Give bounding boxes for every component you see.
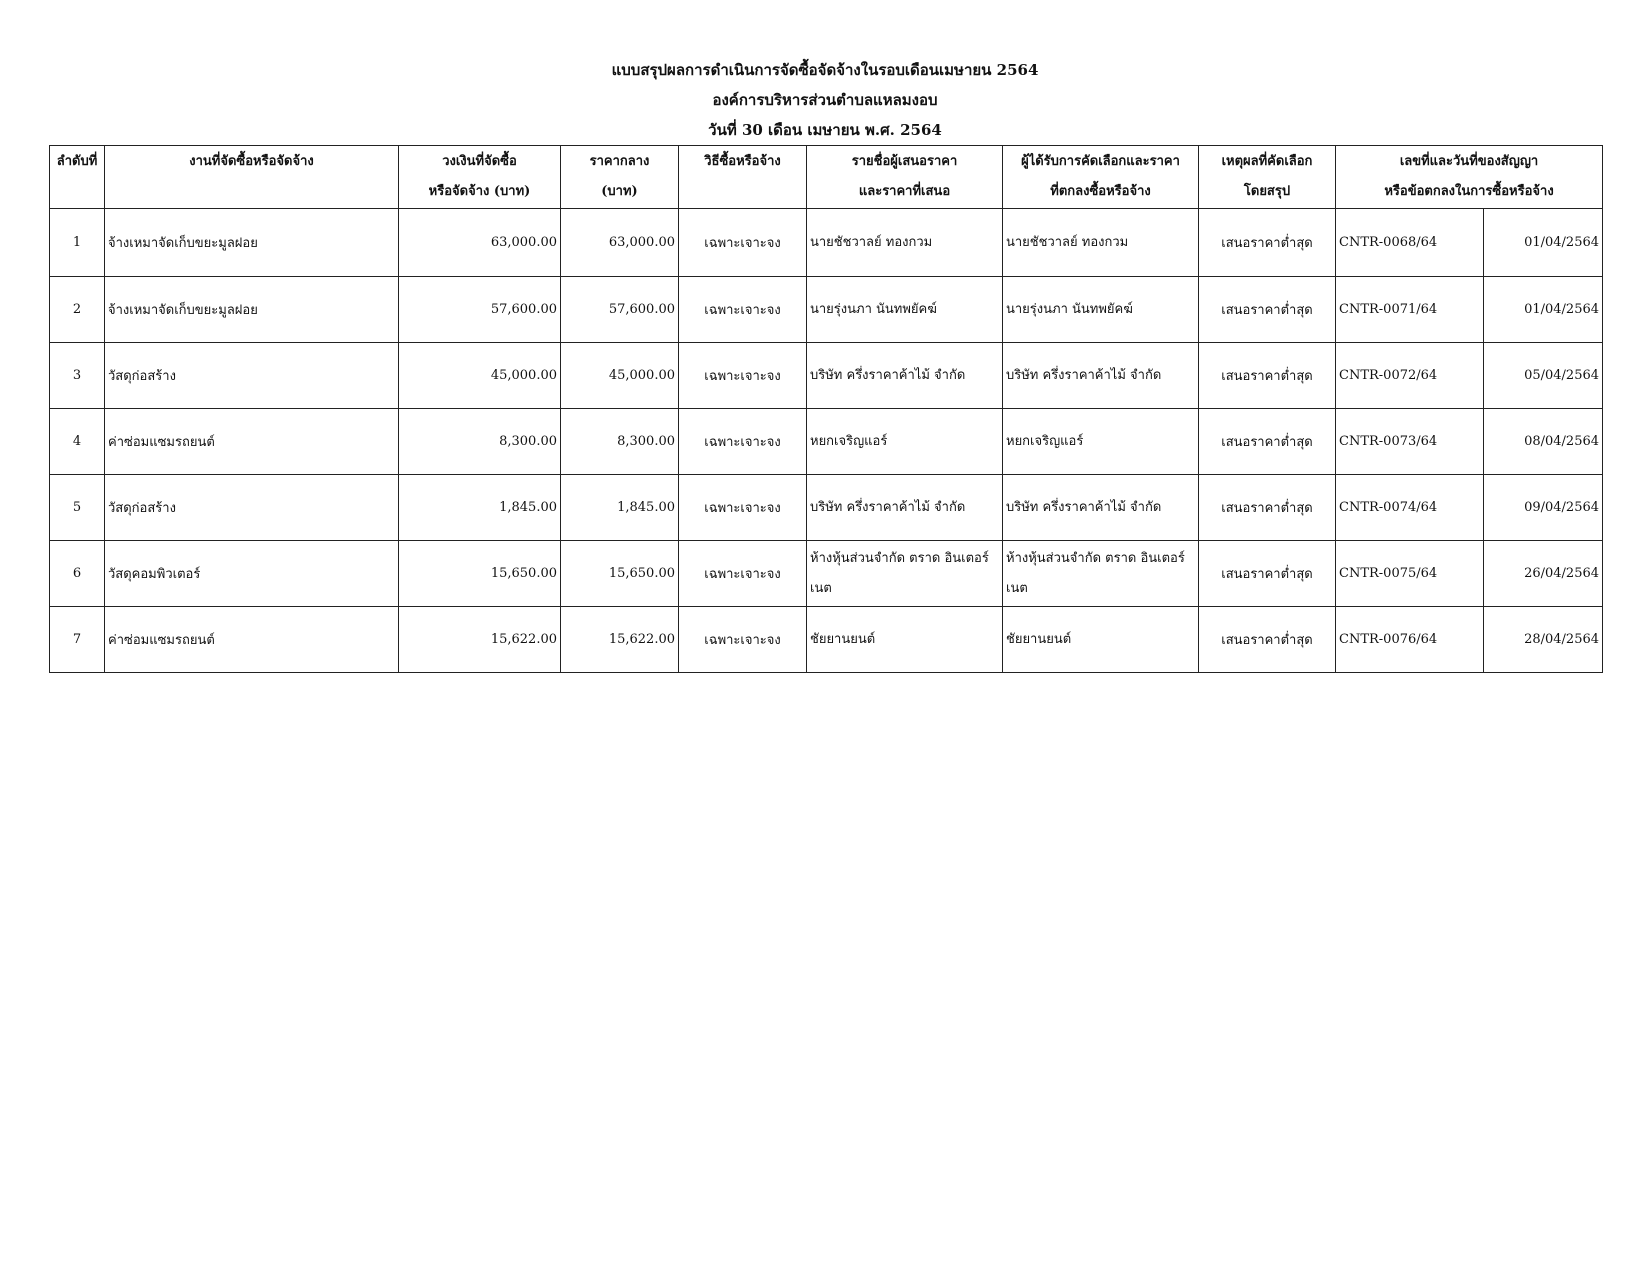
cell-bidder: บริษัท ครึ่งราคาค้าไม้ จำกัด	[807, 343, 1003, 409]
cell-bidder: บริษัท ครึ่งราคาค้าไม้ จำกัด	[807, 475, 1003, 541]
cell-reason: เสนอราคาต่ำสุด	[1199, 209, 1336, 277]
table-row	[50, 209, 1603, 277]
cell-selected: บริษัท ครึ่งราคาค้าไม้ จำกัด	[1003, 343, 1199, 409]
cell-contract-date: 05/04/2564	[1484, 343, 1603, 409]
header-work: งานที่จัดซื้อหรือจัดจ้าง	[105, 146, 399, 209]
cell-method: เฉพาะเจาะจง	[679, 343, 807, 409]
cell-contract-no: CNTR-0072/64	[1336, 343, 1484, 409]
cell-median-price: 45,000.00	[561, 343, 679, 409]
cell-no: 7	[50, 607, 105, 673]
cell-reason: เสนอราคาต่ำสุด	[1199, 343, 1336, 409]
table-row	[50, 541, 1603, 607]
cell-budget: 45,000.00	[399, 343, 561, 409]
cell-work: วัสดุก่อสร้าง	[105, 343, 399, 409]
cell-median-price: 8,300.00	[561, 409, 679, 475]
cell-bidder: นายรุ่งนภา นันทพยัคฆ์	[807, 277, 1003, 343]
cell-bidder: ห้างหุ้นส่วนจำกัด ตราด อินเตอร์เนต	[807, 541, 1003, 607]
header-median-price: ราคากลาง (บาท)	[561, 146, 679, 209]
cell-reason: เสนอราคาต่ำสุด	[1199, 541, 1336, 607]
cell-selected: ชัยยานยนต์	[1003, 607, 1199, 673]
cell-selected: ห้างหุ้นส่วนจำกัด ตราด อินเตอร์เนต	[1003, 541, 1199, 607]
table-row	[50, 409, 1603, 475]
cell-work: จ้างเหมาจัดเก็บขยะมูลฝอย	[105, 209, 399, 277]
cell-no: 6	[50, 541, 105, 607]
header-method: วิธีซื้อหรือจ้าง	[679, 146, 807, 209]
cell-contract-date: 01/04/2564	[1484, 277, 1603, 343]
cell-method: เฉพาะเจาะจง	[679, 277, 807, 343]
cell-contract-date: 08/04/2564	[1484, 409, 1603, 475]
cell-no: 3	[50, 343, 105, 409]
organization-name: องค์การบริหารส่วนตำบลแหลมงอบ	[712, 91, 938, 109]
cell-budget: 57,600.00	[399, 277, 561, 343]
document-header	[0, 55, 1650, 145]
table-row	[50, 607, 1603, 673]
cell-budget: 1,845.00	[399, 475, 561, 541]
cell-contract-no: CNTR-0074/64	[1336, 475, 1484, 541]
document-date: วันที่ 30 เดือน เมษายน พ.ศ. 2564	[708, 121, 942, 139]
table-header-row	[50, 146, 1603, 209]
header-contract: เลขที่และวันที่ของสัญญา หรือข้อตกลงในการซื้อหรือจ้าง	[1336, 146, 1603, 209]
cell-no: 4	[50, 409, 105, 475]
cell-work: จ้างเหมาจัดเก็บขยะมูลฝอย	[105, 277, 399, 343]
cell-no: 2	[50, 277, 105, 343]
cell-bidder: ชัยยานยนต์	[807, 607, 1003, 673]
header-reason: เหตุผลที่คัดเลือก โดยสรุป	[1199, 146, 1336, 209]
header-budget: วงเงินที่จัดซื้อ หรือจัดจ้าง (บาท)	[399, 146, 561, 209]
cell-bidder: หยกเจริญแอร์	[807, 409, 1003, 475]
cell-median-price: 1,845.00	[561, 475, 679, 541]
cell-selected: หยกเจริญแอร์	[1003, 409, 1199, 475]
table-row	[50, 475, 1603, 541]
cell-method: เฉพาะเจาะจง	[679, 541, 807, 607]
cell-reason: เสนอราคาต่ำสุด	[1199, 607, 1336, 673]
cell-median-price: 57,600.00	[561, 277, 679, 343]
cell-selected: นายชัชวาลย์ ทองกวม	[1003, 209, 1199, 277]
cell-reason: เสนอราคาต่ำสุด	[1199, 475, 1336, 541]
cell-median-price: 15,650.00	[561, 541, 679, 607]
cell-contract-no: CNTR-0073/64	[1336, 409, 1484, 475]
cell-contract-date: 26/04/2564	[1484, 541, 1603, 607]
cell-median-price: 63,000.00	[561, 209, 679, 277]
cell-work: ค่าซ่อมแซมรถยนต์	[105, 607, 399, 673]
header-no: ลำดับที่	[50, 146, 105, 209]
cell-median-price: 15,622.00	[561, 607, 679, 673]
cell-reason: เสนอราคาต่ำสุด	[1199, 409, 1336, 475]
cell-budget: 15,650.00	[399, 541, 561, 607]
cell-reason: เสนอราคาต่ำสุด	[1199, 277, 1336, 343]
cell-method: เฉพาะเจาะจง	[679, 475, 807, 541]
cell-contract-date: 01/04/2564	[1484, 209, 1603, 277]
table-row	[50, 277, 1603, 343]
cell-contract-date: 09/04/2564	[1484, 475, 1603, 541]
table-row	[50, 343, 1603, 409]
cell-no: 5	[50, 475, 105, 541]
cell-method: เฉพาะเจาะจง	[679, 607, 807, 673]
cell-selected: นายรุ่งนภา นันทพยัคฆ์	[1003, 277, 1199, 343]
cell-budget: 15,622.00	[399, 607, 561, 673]
cell-contract-date: 28/04/2564	[1484, 607, 1603, 673]
cell-contract-no: CNTR-0075/64	[1336, 541, 1484, 607]
cell-contract-no: CNTR-0076/64	[1336, 607, 1484, 673]
cell-bidder: นายชัชวาลย์ ทองกวม	[807, 209, 1003, 277]
cell-selected: บริษัท ครึ่งราคาค้าไม้ จำกัด	[1003, 475, 1199, 541]
cell-work: วัสดุคอมพิวเตอร์	[105, 541, 399, 607]
cell-budget: 63,000.00	[399, 209, 561, 277]
cell-contract-no: CNTR-0068/64	[1336, 209, 1484, 277]
document-title: แบบสรุปผลการดำเนินการจัดซื้อจัดจ้างในรอบเดือนเมษายน 2564	[611, 61, 1039, 79]
header-selected: ผู้ได้รับการคัดเลือกและราคา ที่ตกลงซื้อหรือจ้าง	[1003, 146, 1199, 209]
cell-contract-no: CNTR-0071/64	[1336, 277, 1484, 343]
header-bidders: รายชื่อผู้เสนอราคา และราคาที่เสนอ	[807, 146, 1003, 209]
procurement-summary-table	[49, 145, 1603, 673]
cell-work: ค่าซ่อมแซมรถยนต์	[105, 409, 399, 475]
cell-no: 1	[50, 209, 105, 277]
cell-method: เฉพาะเจาะจง	[679, 209, 807, 277]
cell-method: เฉพาะเจาะจง	[679, 409, 807, 475]
cell-budget: 8,300.00	[399, 409, 561, 475]
cell-work: วัสดุก่อสร้าง	[105, 475, 399, 541]
